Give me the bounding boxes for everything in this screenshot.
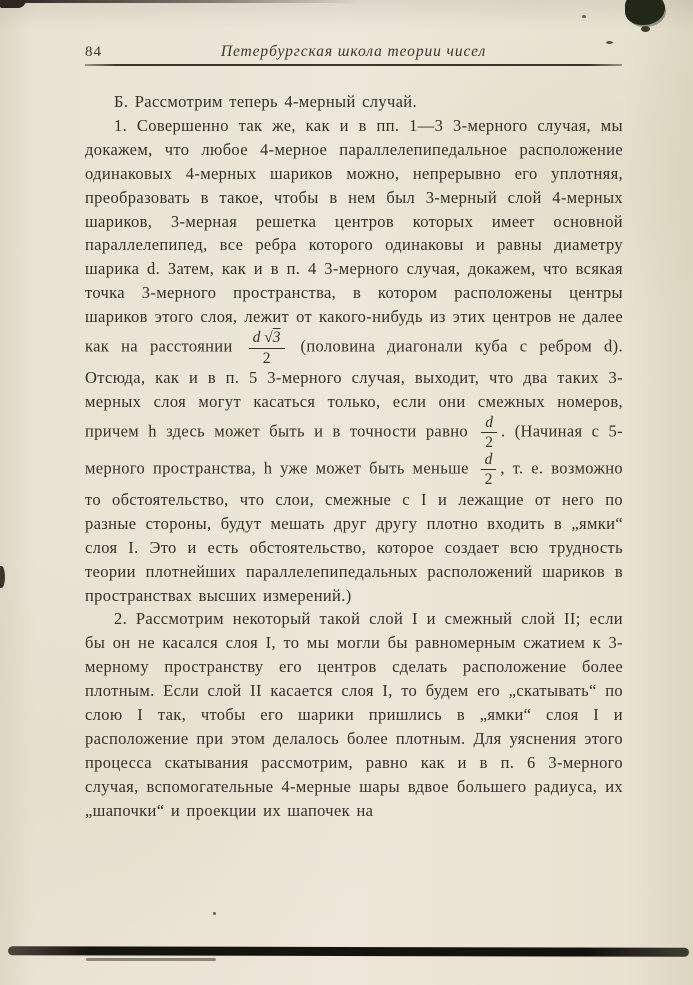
fraction-d-sqrt3-over-2 <box>249 329 285 366</box>
fraction-denominator: 2 <box>485 434 493 452</box>
paragraph-2: 2. Рассмотрим некоторый такой слой I и смежный слой II; если бы он не касался слоя I, то мы могли бы равномерным сжатием к 3-мерному пространству его центров сделать расположение более плотным. Если слой II касается слоя I, то будем его „скатывать“ по слою I так, чтобы его шарики пришлись в „ямки“ слоя I и расположение при этом делалось более плотным. Для уяснения этого процесса скатывания рассмотрим, равно как и в п. 6 3-мерного случая, вспомогательные 4-мерные шары вдвое большего радиуса, их „шапочки“ и проекции их шапочек на <box>85 609 623 820</box>
scan-artifact-ink-blob <box>625 0 665 25</box>
fraction-denominator: 2 <box>262 349 271 367</box>
running-head <box>85 43 622 63</box>
scan-artifact-bottom-line <box>86 958 216 961</box>
text-run: d √ <box>252 329 273 347</box>
fraction-d-over-2 <box>481 414 497 451</box>
text-run: , т. е. возможно то обстоятельство, что слои, смежные с I и лежащие от него по разные стороны, будут мешать друг другу плотно входить в „ямки“ слоя I. Это и есть обстоятельство, которое создает всю трудность теории плотнейших параллелепипедальных расположений шариков в пространствах высших измерений.) <box>85 458 623 605</box>
text-run: 1. Совершенно так же, как и в пп. 1—3 3-мерного случая, мы докажем, что любое 4-мерное параллелепипедальное расположение одинаковых 4-мерных шариков можно, непрерывно его уплотняя, преобразовать в такое, чтобы в нем был 3-мерный слой 4-мерных шариков, 3-мерная решетка центров которых имеет основной параллелепипед, все ребра которого одинаковы и равны диаметру шарика d. Затем, как и в п. 4 3-мерного случая, докажем, что всякая точка 3-мерного пространства, в котором расположены центры шариков этого слоя, лежит от какого-нибудь из этих центров не далее как на расстоянии <box>85 115 623 356</box>
fraction-numerator: d <box>481 414 497 434</box>
scan-artifact-speck <box>582 15 586 18</box>
fraction-denominator: 2 <box>484 471 493 489</box>
fraction-numerator <box>249 329 285 349</box>
text-run: (половина диагонали куба с ребром d). Отсюда, как и в п. 5 3-мерного случая, выходит, что два таких 3-мерных слоя могут касаться только, если они смежных номеров, причем h здесь может быть и в точности равно <box>85 336 623 441</box>
body-text <box>85 90 623 823</box>
header-rule <box>85 64 622 66</box>
text-run: . (Начиная с 5-мерного пространства, h уже может быть меньше <box>85 421 623 478</box>
scan-artifact-bottom-band <box>8 946 689 956</box>
paragraph-b-intro: Б. Рассмотрим теперь 4-мерный случай. <box>114 92 417 111</box>
paragraph-1 <box>85 114 623 608</box>
page-number: 84 <box>85 44 102 60</box>
scan-artifact-speck <box>213 912 216 915</box>
radicand: 3 <box>272 329 281 347</box>
fraction-d-over-2 <box>481 451 497 488</box>
scan-artifact-corner <box>0 0 26 8</box>
scan-artifact-top-edge <box>0 0 360 3</box>
scan-artifact-left-edge <box>0 566 5 588</box>
running-header-title: Петербургская школа теории чисел <box>220 43 487 60</box>
fraction-numerator: d <box>481 451 497 471</box>
scan-artifact-ink-dot <box>641 26 650 32</box>
